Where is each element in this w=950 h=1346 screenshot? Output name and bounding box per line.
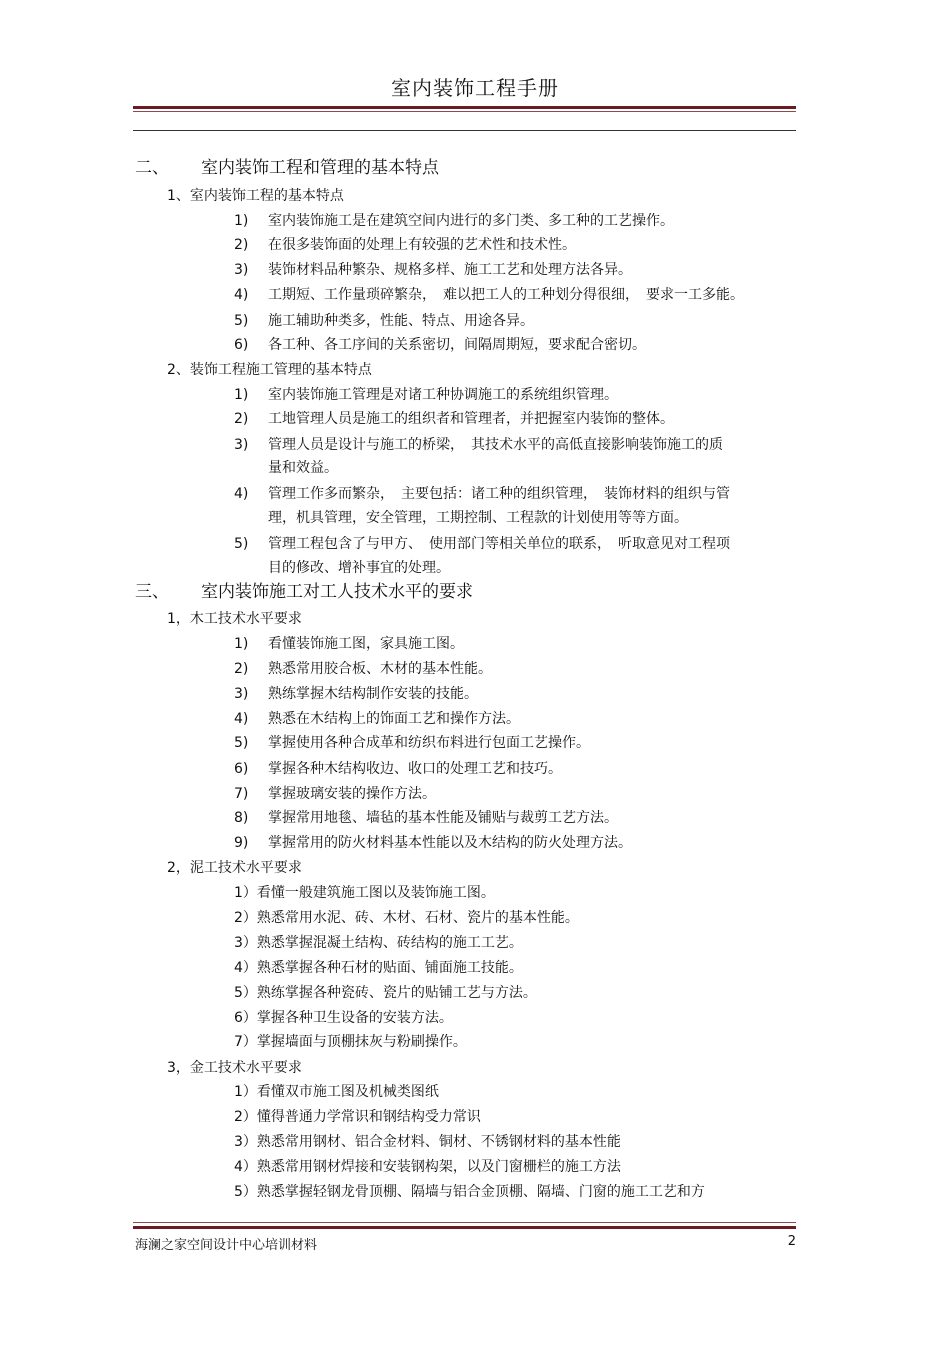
item-text: 管理人员是设计与施工的桥梁， 其技术水平的高低直接影响装饰施工的质 — [268, 437, 723, 453]
list-item: 4）熟悉常用钢材焊接和安装钢构架，以及门窗栅栏的施工方法 — [234, 1159, 621, 1175]
item-number: 5) — [234, 313, 249, 329]
item-number: 6) — [234, 761, 249, 777]
item-text: 掌握各种木结构收边、收口的处理工艺和技巧。 — [268, 761, 562, 777]
footer-rule-thin — [133, 1222, 796, 1223]
item-text: 熟悉常用胶合板、木材的基本性能。 — [268, 661, 492, 677]
list-item: 4）熟悉掌握各种石材的贴面、铺面施工技能。 — [234, 960, 523, 976]
item-text: 施工辅助种类多，性能、特点、用途各异。 — [268, 313, 534, 329]
item-text: 掌握玻璃安装的操作方法。 — [268, 786, 436, 802]
item-text: 管理工作多而繁杂， 主要包括：诸工种的组织管理， 装饰材料的组织与管 — [268, 486, 730, 502]
item-number: 2) — [234, 661, 249, 677]
header-rule-thin — [133, 111, 796, 112]
section-title: 室内装饰施工对工人技术水平的要求 — [201, 582, 473, 602]
item-text: 工期短、工作量琐碎繁杂， 难以把工人的工种划分得很细， 要求一工多能。 — [268, 287, 744, 303]
document-title: 室内装饰工程手册 — [391, 76, 559, 100]
item-number: 3) — [234, 262, 249, 278]
item-text: 掌握常用地毯、墙毡的基本性能及铺贴与裁剪工艺方法。 — [268, 810, 618, 826]
item-number: 3) — [234, 437, 249, 453]
item-number: 5) — [234, 536, 249, 552]
subsection-heading: 3，金工技术水平要求 — [167, 1060, 302, 1076]
item-number: 9) — [234, 835, 249, 851]
list-item: 1）看懂双市施工图及机械类图纸 — [234, 1084, 439, 1100]
item-text: 熟悉在木结构上的饰面工艺和操作方法。 — [268, 711, 520, 727]
item-text: 装饰材料品种繁杂、规格多样、施工工艺和处理方法各异。 — [268, 262, 632, 278]
section-number: 三、 — [135, 582, 169, 602]
footer-rule-thick — [133, 1226, 796, 1229]
item-text-continued: 目的修改、增补事宜的处理。 — [268, 560, 450, 576]
item-number: 1) — [234, 636, 249, 652]
item-number: 8) — [234, 810, 249, 826]
item-text: 各工种、各工序间的关系密切，间隔周期短，要求配合密切。 — [268, 337, 646, 353]
item-text: 看懂装饰施工图，家具施工图。 — [268, 636, 464, 652]
item-number: 3) — [234, 686, 249, 702]
item-text: 室内装饰施工管理是对诸工种协调施工的系统组织管理。 — [268, 387, 618, 403]
subsection-heading: 2，泥工技术水平要求 — [167, 860, 302, 876]
list-item: 5）熟练掌握各种瓷砖、瓷片的贴铺工艺与方法。 — [234, 985, 537, 1001]
item-text: 室内装饰施工是在建筑空间内进行的多门类、多工种的工艺操作。 — [268, 213, 674, 229]
item-number: 2) — [234, 237, 249, 253]
footer-text: 海澜之家空间设计中心培训材料 — [135, 1238, 318, 1253]
item-number: 4) — [234, 287, 249, 303]
section-number: 二、 — [135, 158, 169, 178]
item-text: 管理工程包含了与甲方、 使用部门等相关单位的联系， 听取意见对工程项 — [268, 536, 730, 552]
list-item: 6）掌握各种卫生设备的安装方法。 — [234, 1010, 453, 1026]
list-item: 2）懂得普通力学常识和钢结构受力常识 — [234, 1109, 481, 1125]
list-item: 2）熟悉常用水泥、砖、木材、石材、瓷片的基本性能。 — [234, 910, 579, 926]
list-item: 7）掌握墙面与顶棚抹灰与粉刷操作。 — [234, 1034, 467, 1050]
subsection-heading: 2、装饰工程施工管理的基本特点 — [167, 362, 372, 378]
item-text: 掌握使用各种合成革和纺织布料进行包面工艺操作。 — [268, 735, 590, 751]
list-item: 3）熟悉常用钢材、铝合金材料、铜材、不锈钢材料的基本性能 — [234, 1134, 621, 1150]
subsection-heading: 1、室内装饰工程的基本特点 — [167, 188, 344, 204]
section-title: 室内装饰工程和管理的基本特点 — [201, 158, 439, 178]
list-item: 5）熟悉掌握轻钢龙骨顶棚、隔墙与铝合金顶棚、隔墙、门窗的施工工艺和方 — [234, 1184, 705, 1200]
item-number: 7) — [234, 786, 249, 802]
item-number: 4) — [234, 486, 249, 502]
list-item: 1）看懂一般建筑施工图以及装饰施工图。 — [234, 885, 495, 901]
item-number: 1) — [234, 387, 249, 403]
list-item: 3）熟悉掌握混凝土结构、砖结构的施工工艺。 — [234, 935, 523, 951]
header-rule-black — [133, 130, 796, 131]
page-number: 2 — [787, 1234, 796, 1249]
item-text: 掌握常用的防火材料基本性能以及木结构的防火处理方法。 — [268, 835, 632, 851]
item-number: 1) — [234, 213, 249, 229]
item-text: 工地管理人员是施工的组织者和管理者，并把握室内装饰的整体。 — [268, 411, 674, 427]
item-number: 2) — [234, 411, 249, 427]
item-number: 4) — [234, 711, 249, 727]
item-text: 熟练掌握木结构制作安装的技能。 — [268, 686, 478, 702]
item-number: 6) — [234, 337, 249, 353]
item-text: 在很多装饰面的处理上有较强的艺术性和技术性。 — [268, 237, 576, 253]
item-text-continued: 理，机具管理，安全管理，工期控制、工程款的计划使用等等方面。 — [268, 510, 688, 526]
item-number: 5) — [234, 735, 249, 751]
item-text-continued: 量和效益。 — [268, 460, 338, 476]
subsection-heading: 1，木工技术水平要求 — [167, 611, 302, 627]
header-rule-thick — [133, 106, 796, 109]
